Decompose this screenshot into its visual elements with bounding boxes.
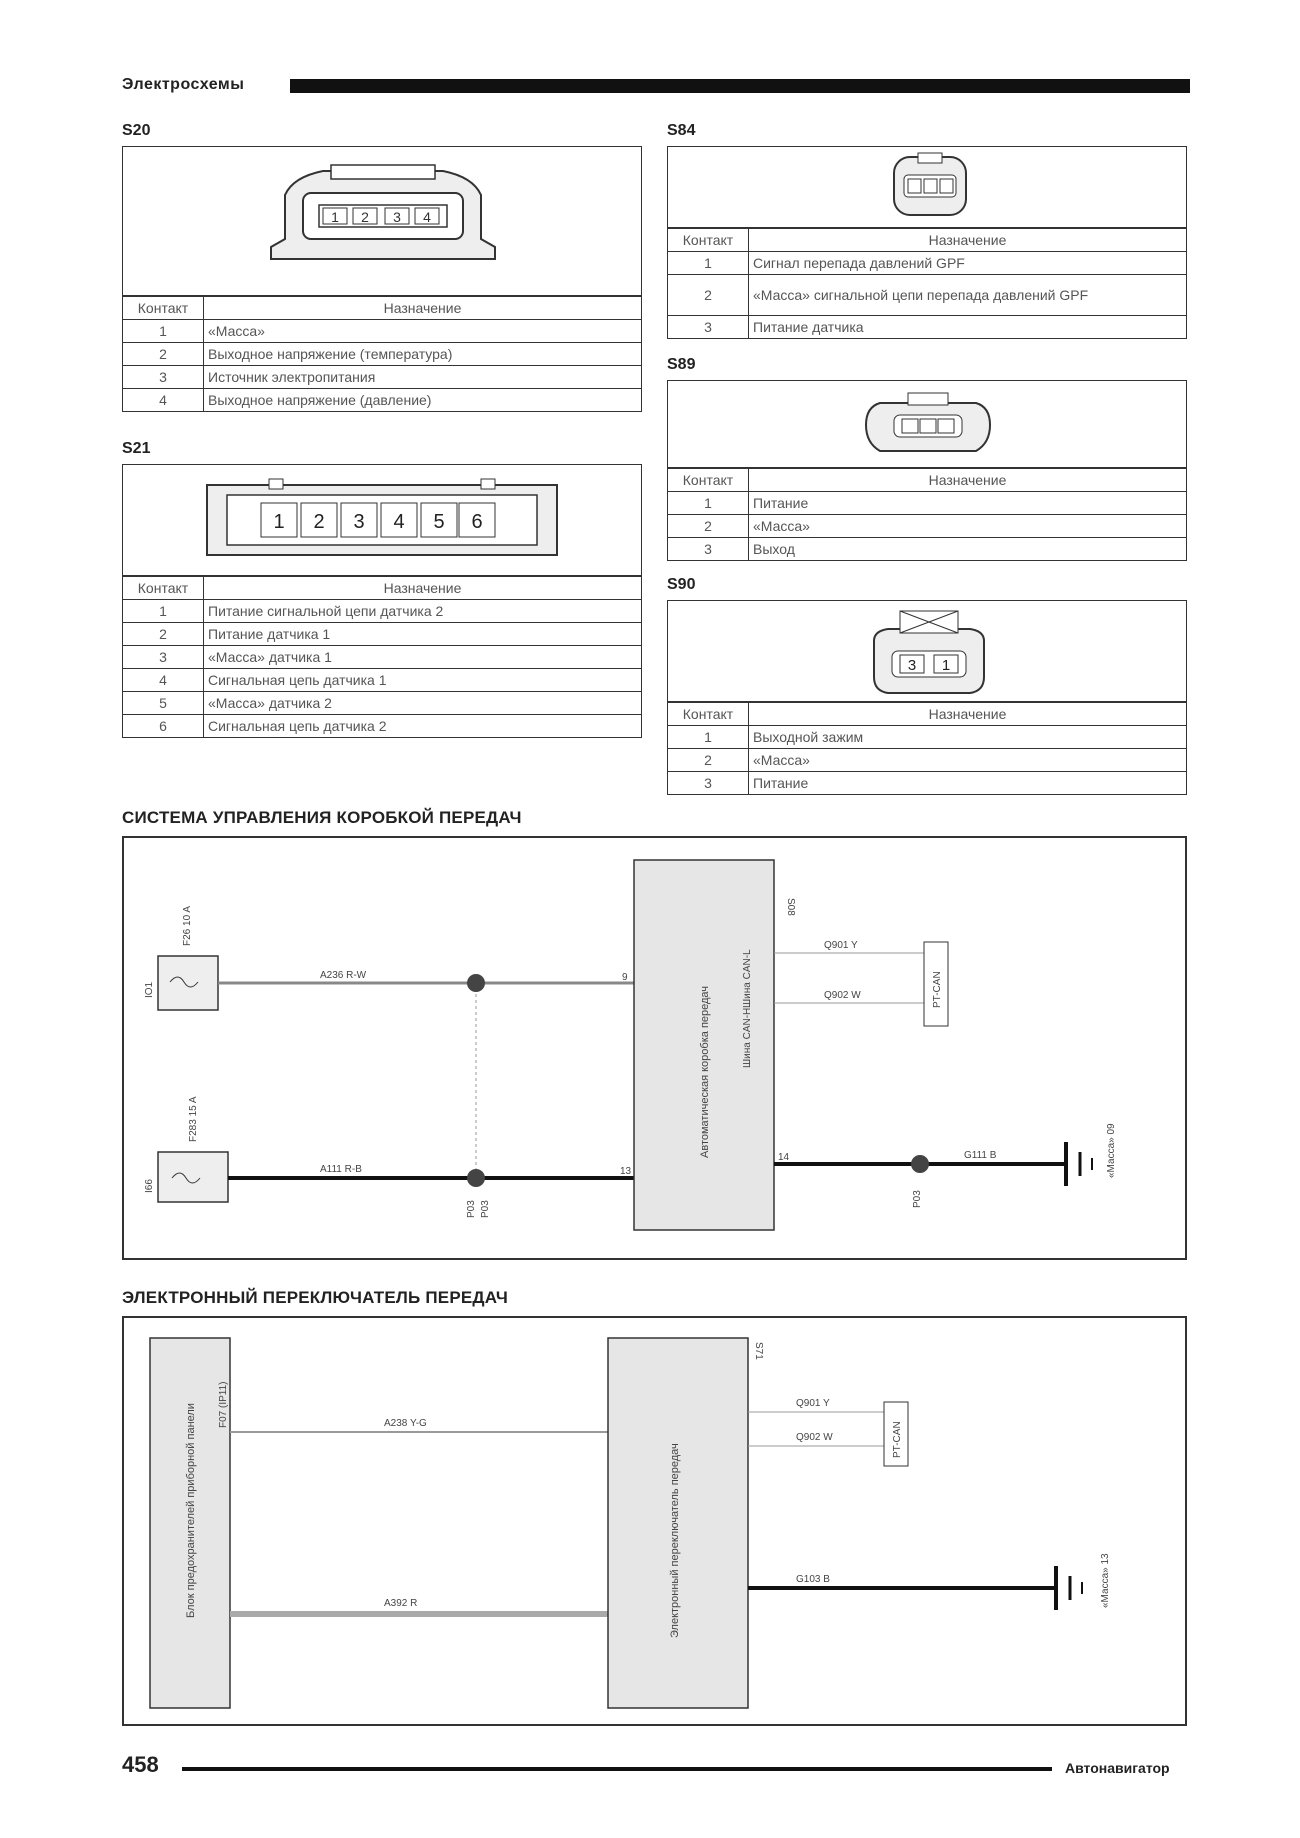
table-row: 3 Выход [668,538,1187,561]
section-header: Электросхемы [122,76,245,93]
fuse1-code: IO1 [144,981,155,998]
col-contact: Контакт [668,229,749,252]
s20-pin: 2 [361,209,369,225]
table-row: 6 Сигнальная цепь датчика 2 [123,715,642,738]
s21-connector-box [122,464,642,576]
table-row: 3 «Масса» датчика 1 [123,646,642,669]
pin-label: 9 [622,972,628,983]
module-code: S08 [785,898,796,916]
ground-label: «Масса» 13 [1100,1553,1111,1608]
diagram1-title: СИСТЕМА УПРАВЛЕНИЯ КОРОБКОЙ ПЕРЕДАЧ [122,808,522,827]
diagram1-schematic [124,838,1185,1258]
s20-pin-table [122,296,642,412]
module-code: S71 [753,1342,764,1360]
s20-pin: 1 [331,209,339,225]
s90-connector-icon [668,601,1188,703]
s21-label: S21 [122,440,151,457]
publisher-name: Автонавигатор [1065,1760,1170,1776]
splice-label: P03 [466,1200,477,1218]
wire1-label: A238 Y-G [384,1418,427,1429]
table-row: 1 Выходной зажим [668,726,1187,749]
page-number: 458 [122,1752,159,1777]
s20-label: S20 [122,122,151,139]
col-purpose: Назначение [204,577,642,600]
table-row: 2 Выходное напряжение (температура) [123,343,642,366]
ground-wire-label: G111 B [964,1150,997,1161]
s90-label: S90 [667,576,696,593]
bus-label: PT-CAN [932,971,943,1008]
header-bar [290,79,1190,93]
s20-pin: 4 [423,209,431,225]
s90-pin: 3 [907,657,917,674]
splice-icon [467,1169,485,1187]
wire2-label: A111 R-B [320,1164,362,1175]
left-module-name: Блок предохранителей приборной панели [185,1403,197,1618]
diagram2-box [122,1316,1187,1726]
module-name: Автоматическая коробка передач [699,985,711,1158]
table-row: 2 «Масса» [668,749,1187,772]
splice-label: P03 [480,1200,491,1218]
s21-connector-icon [123,465,643,577]
splice-icon [911,1155,929,1173]
s21-pin: 2 [313,511,325,533]
left-module-code: F07 (IP11) [218,1381,229,1428]
s20-connector-box [122,146,642,296]
wire2-label: A392 R [384,1598,418,1609]
s89-pin-table [667,468,1187,561]
s84-label: S84 [667,122,696,139]
col-purpose: Назначение [204,297,642,320]
bus-label: PT-CAN [892,1421,903,1458]
table-row: 3 Питание [668,772,1187,795]
splice-label: P03 [912,1190,923,1208]
pin-label: 13 [620,1166,632,1177]
ground-label: «Масса» 09 [1106,1123,1117,1178]
table-row: 1 Питание [668,492,1187,515]
can-label: Шина CAN-H [742,1007,753,1068]
fuse2-code: I66 [144,1179,155,1193]
ground-wire-label: G103 B [796,1574,830,1585]
s89-connector-icon [668,381,1188,469]
can2-label: Q902 W [824,990,861,1001]
s84-connector-box [667,146,1187,228]
col-contact: Контакт [123,577,204,600]
table-row: 4 Выходное напряжение (давление) [123,389,642,412]
s89-connector-box [667,380,1187,468]
table-row: 1 «Масса» [123,320,642,343]
fuse1-icon [158,956,218,1010]
fuse1-name: F26 10 A [182,905,193,946]
table-row: 2 Питание датчика 1 [123,623,642,646]
table-row: 5 «Масса» датчика 2 [123,692,642,715]
can1-label: Q901 Y [824,940,858,951]
pin-label: 14 [778,1152,790,1163]
fuse2-name: F283 15 A [188,1096,199,1142]
s21-pin: 5 [433,511,445,533]
s21-pin: 1 [273,511,285,533]
col-contact: Контакт [123,297,204,320]
s20-pin: 3 [393,209,401,225]
col-purpose: Назначение [749,703,1187,726]
col-purpose: Назначение [749,229,1187,252]
table-row: 2 «Масса» [668,515,1187,538]
s20-connector-icon [123,147,643,297]
can2-label: Q902 W [796,1432,833,1443]
s21-pin: 3 [353,511,365,533]
s89-label: S89 [667,356,696,373]
col-contact: Контакт [668,703,749,726]
fuse2-icon [158,1152,228,1202]
s21-pin-table [122,576,642,738]
footer-bar [182,1767,1052,1771]
can-label: Шина CAN-L [742,949,753,1008]
s21-pin: 6 [471,511,483,533]
splice-icon [467,974,485,992]
module-name: Электронный переключатель передач [669,1443,681,1638]
s90-pin-table [667,702,1187,795]
col-contact: Контакт [668,469,749,492]
s21-pin: 4 [393,511,405,533]
diagram2-schematic [124,1318,1185,1724]
can1-label: Q901 Y [796,1398,830,1409]
s90-pin: 1 [941,657,951,674]
col-purpose: Назначение [749,469,1187,492]
diagram2-title: ЭЛЕКТРОННЫЙ ПЕРЕКЛЮЧАТЕЛЬ ПЕРЕДАЧ [122,1288,509,1307]
diagram1-box [122,836,1187,1260]
wire1-label: A236 R-W [320,970,367,981]
table-row: 1 Сигнал перепада давлений GPF [668,252,1187,275]
table-row: 1 Питание сигнальной цепи датчика 2 [123,600,642,623]
s84-connector-icon [668,147,1188,229]
s84-pin-table [667,228,1187,339]
table-row: 3 Питание датчика [668,316,1187,339]
table-row: 2 «Масса» сигнальной цепи перепада давлений GPF [668,275,1187,316]
table-row: 3 Источник электропитания [123,366,642,389]
table-row: 4 Сигнальная цепь датчика 1 [123,669,642,692]
s90-connector-box [667,600,1187,702]
